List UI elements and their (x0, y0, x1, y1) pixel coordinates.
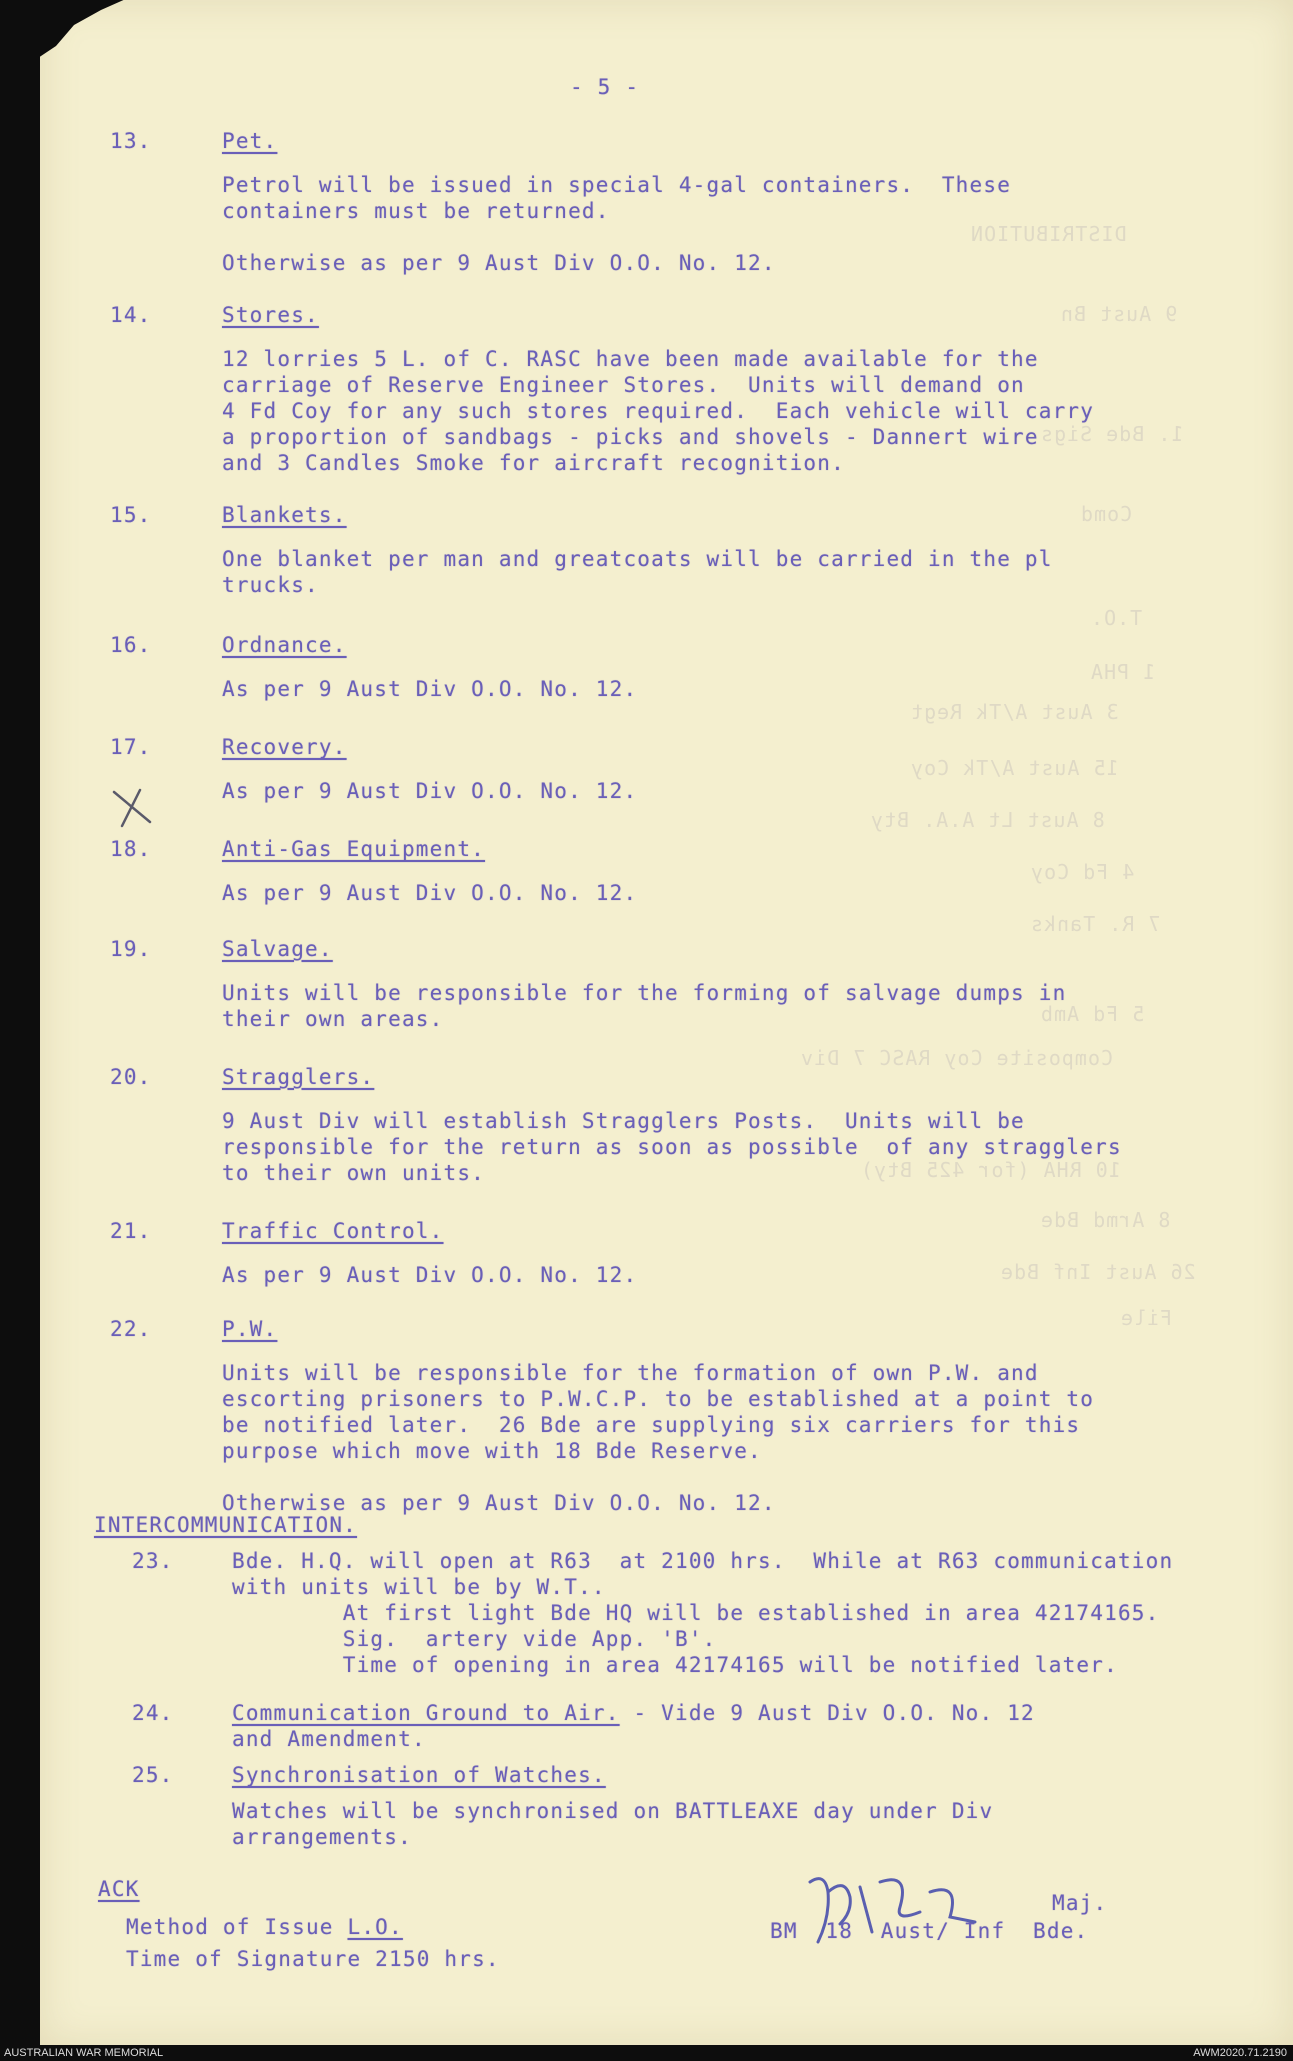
page-number: - 5 - (570, 75, 640, 99)
section-line: As per 9 Aust Div O.O. No. 12. (222, 677, 638, 701)
section-line: As per 9 Aust Div O.O. No. 12. (222, 779, 638, 803)
item-25-line: Watches will be synchronised on BATTLEAXE day under Div (232, 1799, 994, 1823)
section-number: 15. (110, 503, 152, 527)
section-line: responsible for the return as soon as possible of any stragglers (222, 1135, 1122, 1159)
item-24-rest: - Vide 9 Aust Div O.O. No. 12 (619, 1701, 1035, 1725)
rank-label: Maj. (1052, 1891, 1108, 1915)
section-line: Petrol will be issued in special 4-gal containers. These (222, 173, 1012, 197)
item-23-line: At first light Bde HQ will be established in area 42174165. (232, 1601, 1160, 1625)
section-line: 12 lorries 5 L. of C. RASC have been made available for the (222, 347, 1039, 371)
item-23-line: Bde. H.Q. will open at R63 at 2100 hrs. While at R63 communication (232, 1549, 1174, 1573)
section-line: escorting prisoners to P.W.C.P. to be established at a point to (222, 1387, 1095, 1411)
method-of-issue-label: Method of Issue (126, 1915, 348, 1939)
section-line: Otherwise as per 9 Aust Div O.O. No. 12. (222, 1491, 776, 1515)
section-heading: Pet. (222, 129, 278, 153)
handwritten-signature (800, 1862, 1030, 1952)
section-line: Units will be responsible for the forming of salvage dumps in (222, 981, 1067, 1005)
section-line: As per 9 Aust Div O.O. No. 12. (222, 881, 638, 905)
section-line: and 3 Candles Smoke for aircraft recognition. (222, 451, 845, 475)
section-heading: Traffic Control. (222, 1219, 444, 1243)
method-of-issue-value: L.O. (347, 1915, 403, 1939)
footer-reference: AWM2020.71.2190 (1193, 2047, 1287, 2059)
section-line: containers must be returned. (222, 199, 610, 223)
item-25-heading: Synchronisation of Watches. (232, 1763, 606, 1787)
item-25-number: 25. (132, 1763, 174, 1787)
section-number: 17. (110, 735, 152, 759)
signature-block: BM 18 Aust/ Inf Bde. (770, 1919, 1089, 1943)
section-line: 4 Fd Coy for any such stores required. Each vehicle will carry (222, 399, 1095, 423)
section-number: 20. (110, 1065, 152, 1089)
item-23-line: with units will be by W.T.. (232, 1575, 606, 1599)
item-24-heading: Communication Ground to Air. (232, 1701, 620, 1725)
section-line: carriage of Reserve Engineer Stores. Units will demand on (222, 373, 1025, 397)
section-heading: Ordnance. (222, 633, 347, 657)
section-heading: Stores. (222, 303, 319, 327)
document-page: DISTRIBUTION 9 Aust Bn 1. Bde Sigs Comd T.O. 1 PHA 3 Aust A/Tk Regt 15 Aust A/Tk Coy 8 Aust Lt A.A. Bty 4 Fd Coy 7 R. Tanks 5 Fd Amb Composite Coy RASC 7 Div 10 RHA (for 425 Bty) 8 Armd Bde 26 Aust Inf Bde File - 5 - 13. Pet. Petrol will be issued in special 4-gal containers. These containers must be returned. Otherwise as per 9 Aust Div O.O. No. 12. 14. Stores. 12 lorries 5 L. of C. RASC have been made available for the carriage of Reserve Engineer Stores. Units will demand on 4 Fd Coy for any such stores required. Each vehicle will carry a proportion of sandbags - picks and shovels - Dannert wire and 3 Candles Smoke for aircraft recognition. 15. Blankets. One blanket per man and greatcoats will be carried in the pl trucks. 16. Ordnance. As per 9 Aust Div O.O. No. 12. 17. Recovery. As per 9 Aust Div O.O. No. 12. 18. Anti-Gas Equipment. As per 9 Aust Div O.O. No. 12. 19. Salvage. Units will be responsible for the forming of salvage dumps in their own areas. 20. Stragglers. 9 Aust Div will establish Stragglers Posts. Units will be responsible for the return as soon as possible of any stragglers to their own units. 21. Traffic Control. As per 9 Aust Div O.O. No. 12. 22. P.W. Units will be responsible for the formation of own P.W. and escorting prisoners to P.W.C.P. to be established at a point to be notified later. 26 Bde are supplying six carriers for this purpose which move with 18 Bde Reserve. Otherwise as per 9 Aust Div O.O. No. 12. INTERCOMMUNICATION. 23. Bde. H.Q. will open at R63 at 2100 hrs. While at R63 communication with units will be by W.T.. At first light Bde HQ will be established in area 42174165. Sig. artery vide App. 'B'. Time of opening in area 42174165 will be notified later. 24. Communication Ground to Air. - Vide 9 Aust Div O.O. No. 12 and Amendment. 25. Synchronisation of Watches. Watches will be synchronised on BATTLEAXE day under Div arrangements. ACK Method of Issue L.O. Time of Signature 2150 hrs. Maj. BM 18 Aust/ Inf Bde. (40, 0, 1293, 2045)
section-heading: Anti-Gas Equipment. (222, 837, 486, 861)
item-24-number: 24. (132, 1701, 174, 1725)
section-number: 16. (110, 633, 152, 657)
section-line: a proportion of sandbags - picks and shovels - Dannert wire (222, 425, 1039, 449)
section-line: their own areas. (222, 1007, 444, 1031)
section-number: 13. (110, 129, 152, 153)
section-line: Otherwise as per 9 Aust Div O.O. No. 12. (222, 251, 776, 275)
intercommunication-heading: INTERCOMMUNICATION. (94, 1513, 358, 1537)
section-number: 18. (110, 837, 152, 861)
item-24-line2: and Amendment. (232, 1727, 426, 1751)
section-heading: P.W. (222, 1317, 278, 1341)
section-heading: Blankets. (222, 503, 347, 527)
section-heading: Recovery. (222, 735, 347, 759)
item-25-line: arrangements. (232, 1825, 412, 1849)
time-of-signature: Time of Signature 2150 hrs. (126, 1947, 500, 1971)
section-line: be notified later. 26 Bde are supplying six carriers for this (222, 1413, 1081, 1437)
section-number: 21. (110, 1219, 152, 1243)
section-line: to their own units. (222, 1161, 486, 1185)
section-line: One blanket per man and greatcoats will be carried in the pl (222, 547, 1053, 571)
section-number: 14. (110, 303, 152, 327)
pencil-cross-mark (110, 788, 154, 828)
method-of-issue (126, 1914, 403, 1940)
item-23-line: Sig. artery vide App. 'B'. (232, 1627, 717, 1651)
section-line: trucks. (222, 573, 319, 597)
ack-label: ACK (98, 1877, 140, 1901)
section-line: 9 Aust Div will establish Stragglers Posts. Units will be (222, 1109, 1025, 1133)
section-line: Units will be responsible for the formation of own P.W. and (222, 1361, 1039, 1385)
item-24-line (232, 1700, 1035, 1726)
footer-archive-name: AUSTRALIAN WAR MEMORIAL (4, 2047, 164, 2059)
section-number: 22. (110, 1317, 152, 1341)
section-heading: Salvage. (222, 937, 333, 961)
item-23-number: 23. (132, 1549, 174, 1573)
section-line: purpose which move with 18 Bde Reserve. (222, 1439, 762, 1463)
item-23-line: Time of opening in area 42174165 will be notified later. (232, 1653, 1118, 1677)
section-number: 19. (110, 937, 152, 961)
section-heading: Stragglers. (222, 1065, 375, 1089)
section-line: As per 9 Aust Div O.O. No. 12. (222, 1263, 638, 1287)
